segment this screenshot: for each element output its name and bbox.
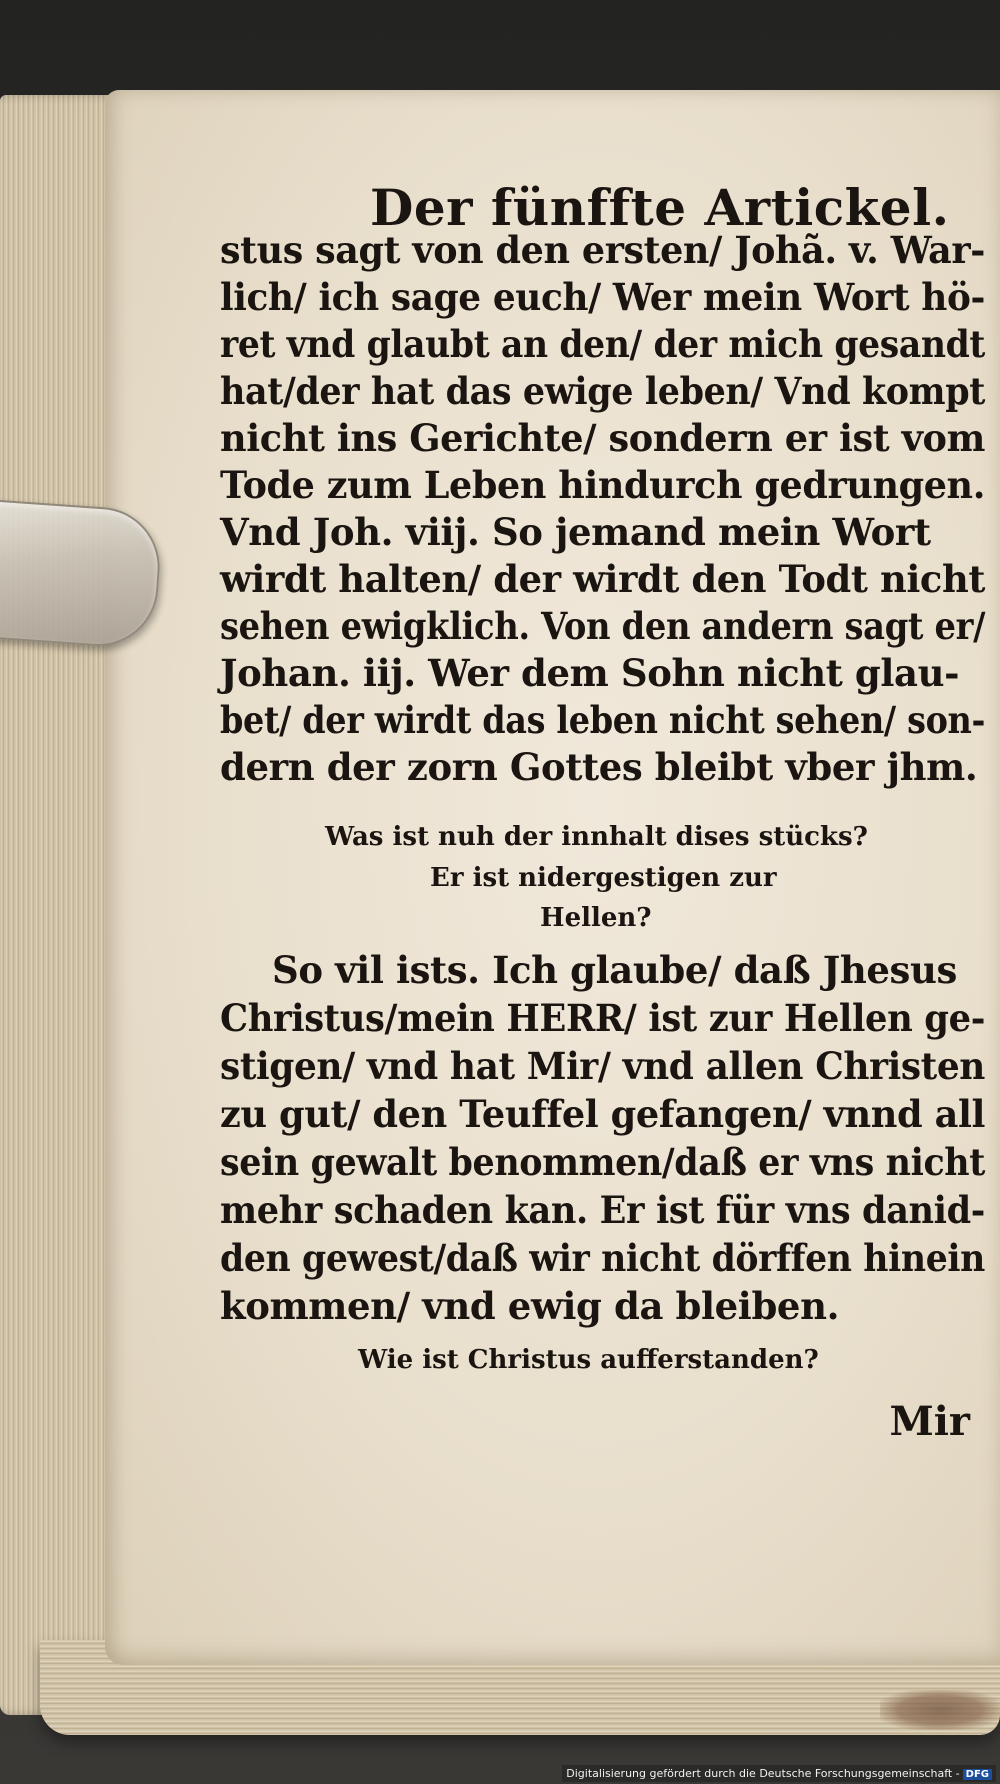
body-line-10: Johan. iij. Wer dem Sohn nicht glau-	[220, 651, 960, 695]
body-line-11: bet/ der wirdt das leben nicht sehen/ son-	[220, 698, 986, 742]
answer-line-3: stigen/ vnd hat Mir/ vnd allen Christen	[220, 1044, 985, 1088]
stain	[880, 1690, 1000, 1730]
catchword: Mir	[889, 1398, 970, 1445]
answer-line-7: den gewest/daß wir nicht dörffen hinein	[220, 1236, 986, 1280]
dfg-logo: DFG	[963, 1769, 992, 1780]
body-line-12: dern der zorn Gottes bleibt vber jhm.	[220, 745, 978, 789]
question-heading-line-3: Hellen?	[540, 903, 652, 933]
body-line-2: lich/ ich sage euch/ Wer mein Wort hö-	[220, 275, 985, 319]
page-clip	[0, 499, 164, 650]
answer-line-6: mehr schaden kan. Er ist für vns danid-	[220, 1188, 985, 1232]
running-head: Der fünffte Artickel.	[370, 178, 950, 237]
body-line-4: hat/der hat das ewige leben/ Vnd kompt	[220, 369, 985, 413]
body-line-5: nicht ins Gerichte/ sondern er ist vom	[220, 416, 985, 460]
answer-line-4: zu gut/ den Teuffel gefangen/ vnnd all	[220, 1092, 986, 1136]
body-line-3: ret vnd glaubt an den/ der mich gesandt	[220, 322, 986, 366]
answer-line-8: kommen/ vnd ewig da bleiben.	[220, 1284, 840, 1328]
digitization-credit-text: Digitalisierung gefördert durch die Deutsche Forschungsgemeinschaft -	[566, 1767, 960, 1780]
body-line-1: stus sagt von den ersten/ Johã. v. War-	[220, 228, 985, 272]
body-line-8: wirdt halten/ der wirdt den Todt nicht	[220, 557, 985, 601]
body-line-6: Tode zum Leben hindurch gedrungen.	[220, 463, 986, 507]
answer-line-2: Christus/mein HERR/ ist zur Hellen ge-	[220, 996, 985, 1040]
question-heading-2: Wie ist Christus aufferstanden?	[358, 1345, 819, 1375]
digitization-credit	[562, 1765, 996, 1782]
page-edges-left	[0, 95, 120, 1715]
question-heading-line-1: Was ist nuh der innhalt dises stücks?	[325, 822, 868, 852]
body-line-9: sehen ewigklich. Von den andern sagt er/	[220, 604, 986, 648]
body-line-7: Vnd Joh. viij. So jemand mein Wort	[220, 510, 931, 554]
answer-line-1: So vil ists. Ich glaube/ daß Jhesus	[272, 948, 957, 992]
question-heading-line-2: Er ist nidergestigen zur	[430, 863, 777, 893]
answer-line-5: sein gewalt benommen/daß er vns nicht	[220, 1140, 985, 1184]
